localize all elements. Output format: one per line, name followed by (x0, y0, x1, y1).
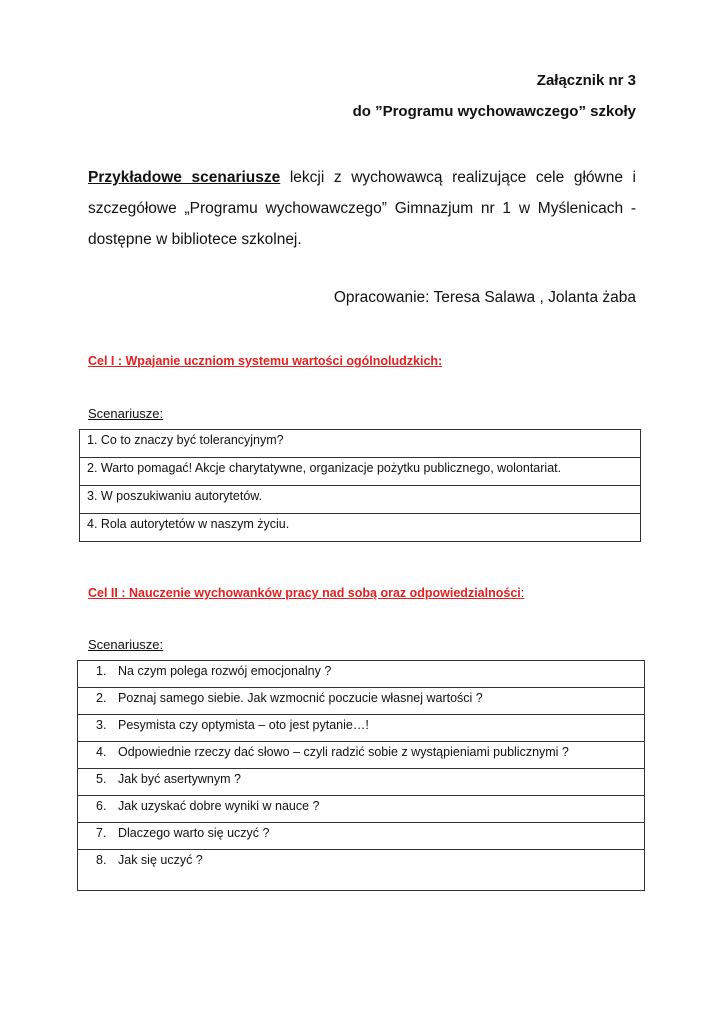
section2-title-colon: : (520, 586, 525, 600)
section2-title (88, 586, 524, 600)
table-row (78, 823, 645, 850)
section1-scenarios-label: Scenariusze: (88, 406, 164, 421)
item-text: Jak się uczyć ? (118, 853, 203, 867)
attachment-title: Załącznik nr 3 (536, 72, 636, 89)
item-number: 5. (96, 772, 107, 786)
scenario-item (78, 796, 645, 823)
scenario-item (78, 715, 645, 742)
scenario-item: 1. Co to znaczy być tolerancyjnym? (80, 430, 641, 458)
scenario-item: 3. W poszukiwaniu autorytetów. (80, 486, 641, 514)
table-row (78, 769, 645, 796)
item-number: 2. (96, 691, 107, 705)
scenario-item (78, 661, 645, 688)
table-row (80, 486, 641, 514)
scenario-item (78, 823, 645, 850)
item-number: 4. (96, 745, 107, 759)
table-row (78, 850, 645, 891)
table-row (78, 661, 645, 688)
attachment-subtitle: do ”Programu wychowawczego” szkoły (352, 103, 636, 120)
item-text: Dlaczego warto się uczyć ? (118, 826, 270, 840)
section2-scenarios-label: Scenariusze: (88, 637, 164, 652)
item-text: Jak być asertywnym ? (118, 772, 241, 786)
table-row (78, 688, 645, 715)
scenario-item (78, 742, 645, 769)
section2-scenarios-table (77, 660, 645, 891)
scenario-item (78, 688, 645, 715)
table-row (80, 514, 641, 542)
table-row (78, 742, 645, 769)
item-number: 8. (96, 853, 107, 867)
item-text: Odpowiednie rzeczy dać słowo – czyli radzić sobie z wystąpieniami publicznymi ? (118, 745, 569, 759)
section1-scenarios-table (79, 429, 641, 542)
table-row (80, 430, 641, 458)
item-number: 3. (96, 718, 107, 732)
item-text: Pesymista czy optymista – oto jest pytanie…! (118, 718, 369, 732)
intro-bold-phrase: Przykładowe scenariusze (88, 169, 281, 186)
scenario-item (78, 769, 645, 796)
intro-paragraph (88, 162, 636, 255)
author-line: Opracowanie: Teresa Salawa , Jolanta żaba (333, 289, 636, 306)
item-number: 1. (96, 664, 107, 678)
item-text: Jak uzyskać dobre wyniki w nauce ? (118, 799, 320, 813)
section1-title: Cel I : Wpajanie uczniom systemu wartości ogólnoludzkich: (88, 354, 443, 368)
intro-text: lekcji z wychowawcą realizujące cele główne i szczegółowe „Programu wychowawczego” Gimnazjum nr 1 w Myślenicach - dostępne w bibliotece szkolnej. (88, 169, 636, 248)
table-row (78, 715, 645, 742)
table-row (78, 796, 645, 823)
item-number: 7. (96, 826, 107, 840)
scenario-item: 2. Warto pomagać! Akcje charytatywne, organizacje pożytku publicznego, wolontariat. (80, 458, 641, 486)
scenario-item: 4. Rola autorytetów w naszym życiu. (80, 514, 641, 542)
table-row (80, 458, 641, 486)
item-text: Poznaj samego siebie. Jak wzmocnić poczucie własnej wartości ? (118, 691, 483, 705)
item-number: 6. (96, 799, 107, 813)
scenario-item (78, 850, 645, 891)
section2-title-text: Cel II : Nauczenie wychowanków pracy nad sobą oraz odpowiedzialności (88, 586, 521, 600)
item-text: Na czym polega rozwój emocjonalny ? (118, 664, 332, 678)
